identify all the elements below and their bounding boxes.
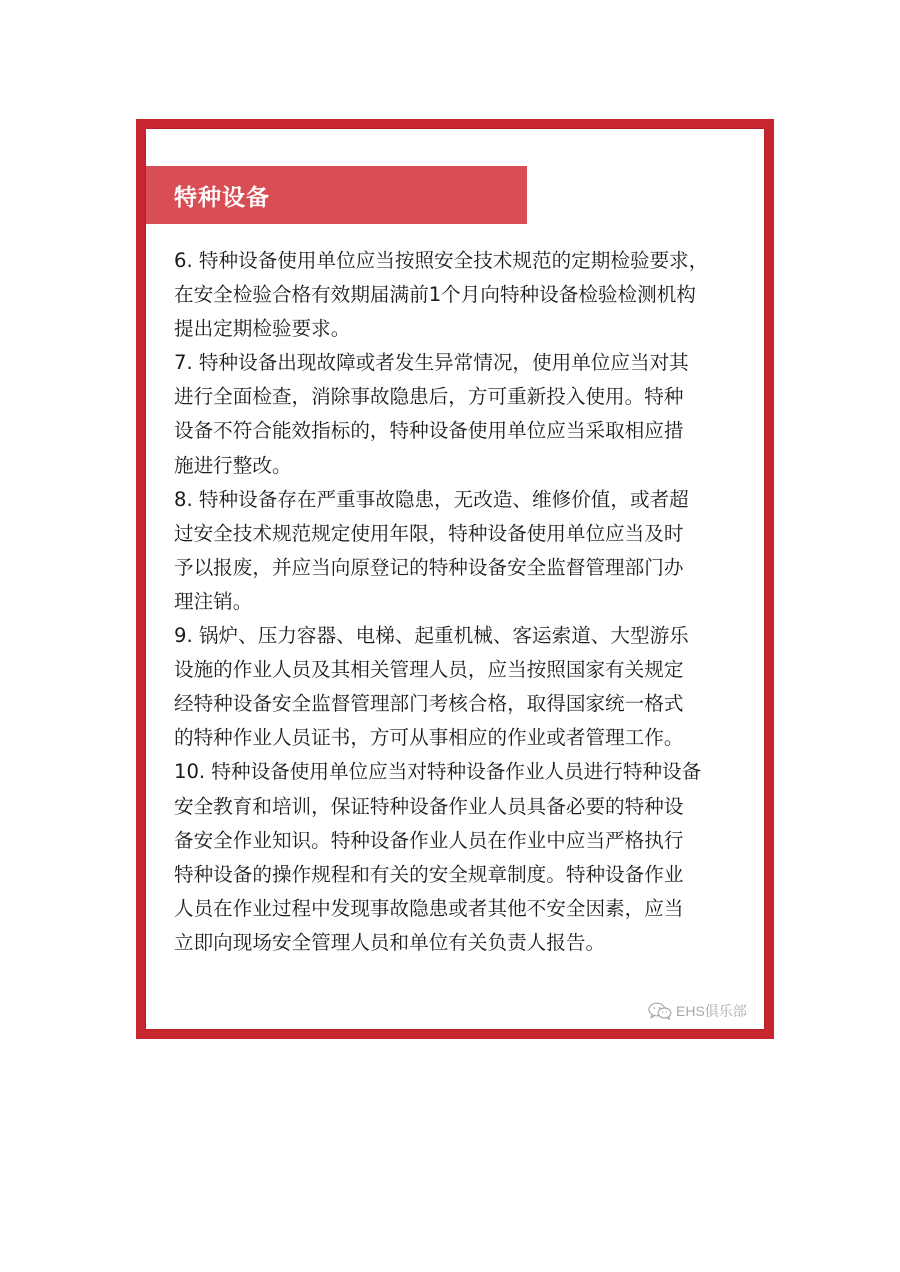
paragraph-line: 在安全检验合格有效期届满前1个月向特种设备检验检测机构 <box>174 283 696 307</box>
paragraph-item-8 <box>174 483 754 619</box>
paragraph-line: 7. 特种设备出现故障或者发生异常情况，使用单位应当对其 <box>174 351 689 375</box>
paragraph-line: 安全教育和培训，保证特种设备作业人员具备必要的特种设 <box>174 794 684 818</box>
paragraph-item-10 <box>174 755 754 960</box>
watermark-text: EHS俱乐部 <box>676 1003 747 1019</box>
paragraph-line: 予以报废，并应当向原登记的特种设备安全监督管理部门办 <box>174 555 684 579</box>
paragraph-line: 6. 特种设备使用单位应当按照安全技术规范的定期检验要求， <box>174 249 709 272</box>
paragraph-line: 设备不符合能效指标的，特种设备使用单位应当采取相应措 <box>174 419 684 443</box>
paragraph-line: 特种设备的操作规程和有关的安全规章制度。特种设备作业 <box>174 862 684 886</box>
section-title-bar <box>146 166 527 224</box>
paragraph-line: 经特种设备安全监督管理部门考核合格，取得国家统一格式 <box>174 692 684 716</box>
watermark <box>648 1000 747 1022</box>
paragraph-line: 9. 锅炉、压力容器、电梯、起重机械、客运索道、大型游乐 <box>174 624 689 648</box>
paragraph-line: 设施的作业人员及其相关管理人员，应当按照国家有关规定 <box>174 658 684 682</box>
paragraph-item-6 <box>174 244 754 346</box>
paragraph-line: 10. 特种设备使用单位应当对特种设备作业人员进行特种设备 <box>174 760 702 784</box>
paragraph-item-9 <box>174 619 754 755</box>
paragraph-line: 进行全面检查，消除事故隐患后，方可重新投入使用。特种 <box>174 385 684 409</box>
paragraph-line: 施进行整改。 <box>174 453 292 477</box>
paragraph-line: 提出定期检验要求。 <box>174 317 351 341</box>
section-title: 特种设备 <box>174 184 270 211</box>
paragraph-line: 立即向现场安全管理人员和单位有关负责人报告。 <box>174 930 606 954</box>
document-body <box>174 244 754 960</box>
paragraph-line: 8. 特种设备存在严重事故隐患，无改造、维修价值，或者超 <box>174 487 689 511</box>
paragraph-line: 人员在作业过程中发现事故隐患或者其他不安全因素，应当 <box>174 896 684 920</box>
paragraph-line: 过安全技术规范规定使用年限，特种设备使用单位应当及时 <box>174 521 684 545</box>
wechat-icon <box>648 1002 672 1020</box>
paragraph-line: 理注销。 <box>174 589 253 613</box>
paragraph-line: 的特种作业人员证书，方可从事相应的作业或者管理工作。 <box>174 726 684 750</box>
paragraph-line: 备安全作业知识。特种设备作业人员在作业中应当严格执行 <box>174 828 684 852</box>
paragraph-item-7 <box>174 346 754 482</box>
